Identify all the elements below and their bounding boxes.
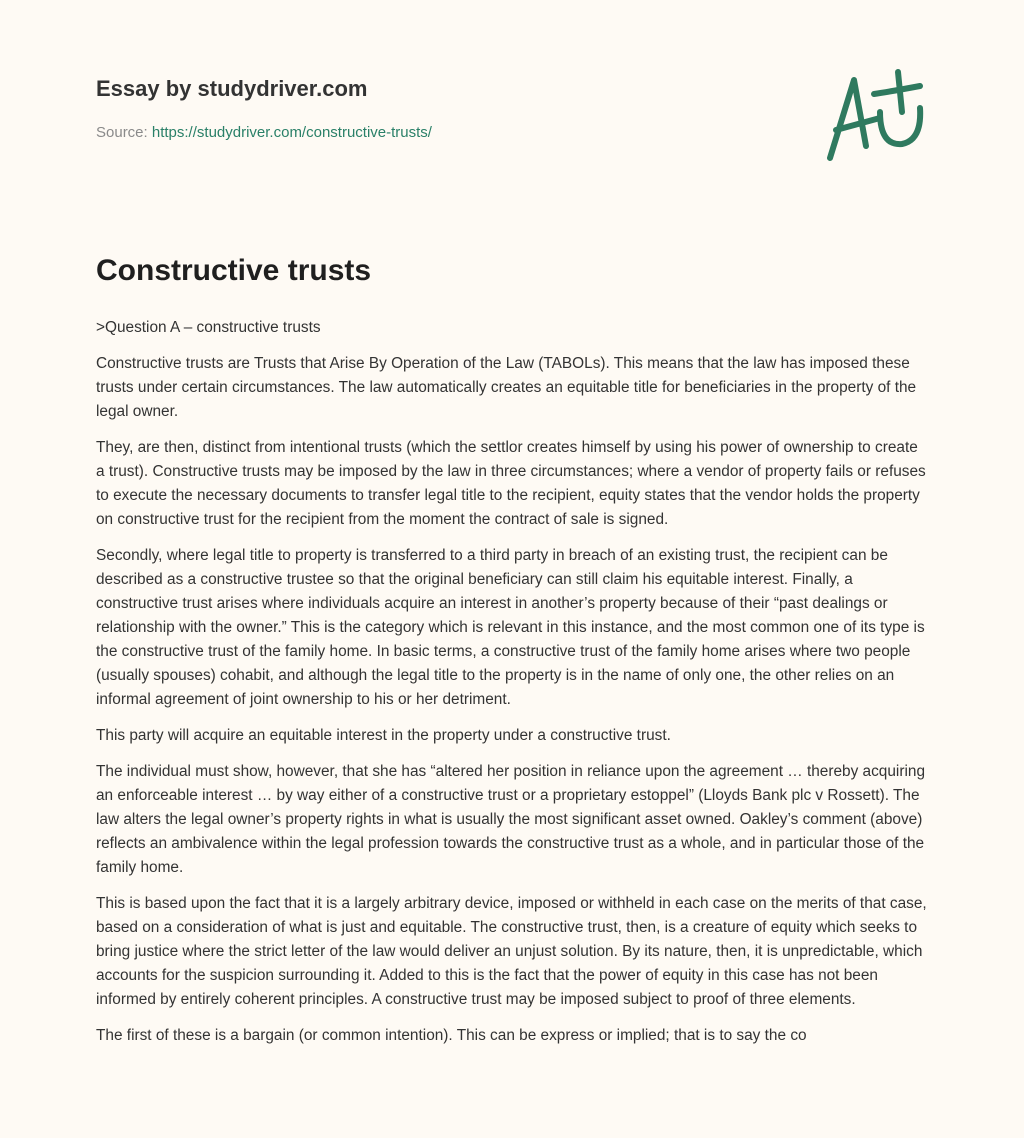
paragraph: This party will acquire an equitable interest in the property under a constructive trust. [96, 727, 671, 744]
paragraph: Constructive trusts are Trusts that Arise By Operation of the Law (TABOLs). This means that the law has imposed these trusts under certain circumstances. The law automatically creates an equitable title for beneficiaries in the property of the legal owner. [96, 355, 917, 420]
paragraph: The first of these is a bargain (or common intention). This can be express or implied; that is to say the co [96, 1027, 807, 1044]
source-line [96, 124, 432, 141]
a-plus-logo-icon [818, 66, 928, 166]
article-title: Constructive trusts [96, 254, 372, 287]
site-title: Essay by studydriver.com [96, 76, 368, 101]
article-body [96, 316, 930, 1060]
paragraph: Secondly, where legal title to property is transferred to a third party in breach of an existing trust, the recipient can be described as a constructive trustee so that the original beneficiary can still claim his equitable interest. Finally, a constructive trust arises where individuals acquire an interest in another’s property because of their “past dealings or relationship with the owner.” This is the category which is relevant in this instance, and the most common one of its type is the constructive trust of the family home. In basic terms, a constructive trust of the family home arises where two people (usually spouses) cohabit, and although the legal title to the property is in the name of only one, the other relies on an informal agreement of joint ownership to his or her detriment. [96, 547, 925, 708]
paragraph: They, are then, distinct from intentional trusts (which the settlor creates himself by using his power of ownership to create a trust). Constructive trusts may be imposed by the law in three circumstances; where a vendor of property fails or refuses to execute the necessary documents to transfer legal title to the recipient, equity states that the vendor holds the property on constructive trust for the recipient from the moment the contract of sale is signed. [96, 439, 926, 528]
paragraph: This is based upon the fact that it is a largely arbitrary device, imposed or withheld in each case on the merits of that case, based on a consideration of what is just and equitable. The constructive trust, then, is a creature of equity which seeks to bring justice where the strict letter of the law would deliver an unjust solution. By its nature, then, it is unpredictable, which accounts for the suspicion surrounding it. Added to this is the fact that the power of equity in this case has not been informed by entirely coherent principles. A constructive trust may be imposed subject to proof of three elements. [96, 895, 927, 1008]
source-label: Source: [96, 124, 148, 141]
paragraph: >Question A – constructive trusts [96, 319, 321, 336]
source-link[interactable]: https://studydriver.com/constructive-trusts/ [151, 124, 432, 141]
paragraph: The individual must show, however, that she has “altered her position in reliance upon the agreement … thereby acquiring an enforceable interest … by way either of a constructive trust or a proprietary estoppel” (Lloyds Bank plc v Rossett). The law alters the legal owner’s property rights in what is usually the most significant asset owned. Oakley’s comment (above) reflects an ambivalence within the legal profession towards the constructive trust as a whole, and in particular those of the family home. [96, 763, 926, 876]
